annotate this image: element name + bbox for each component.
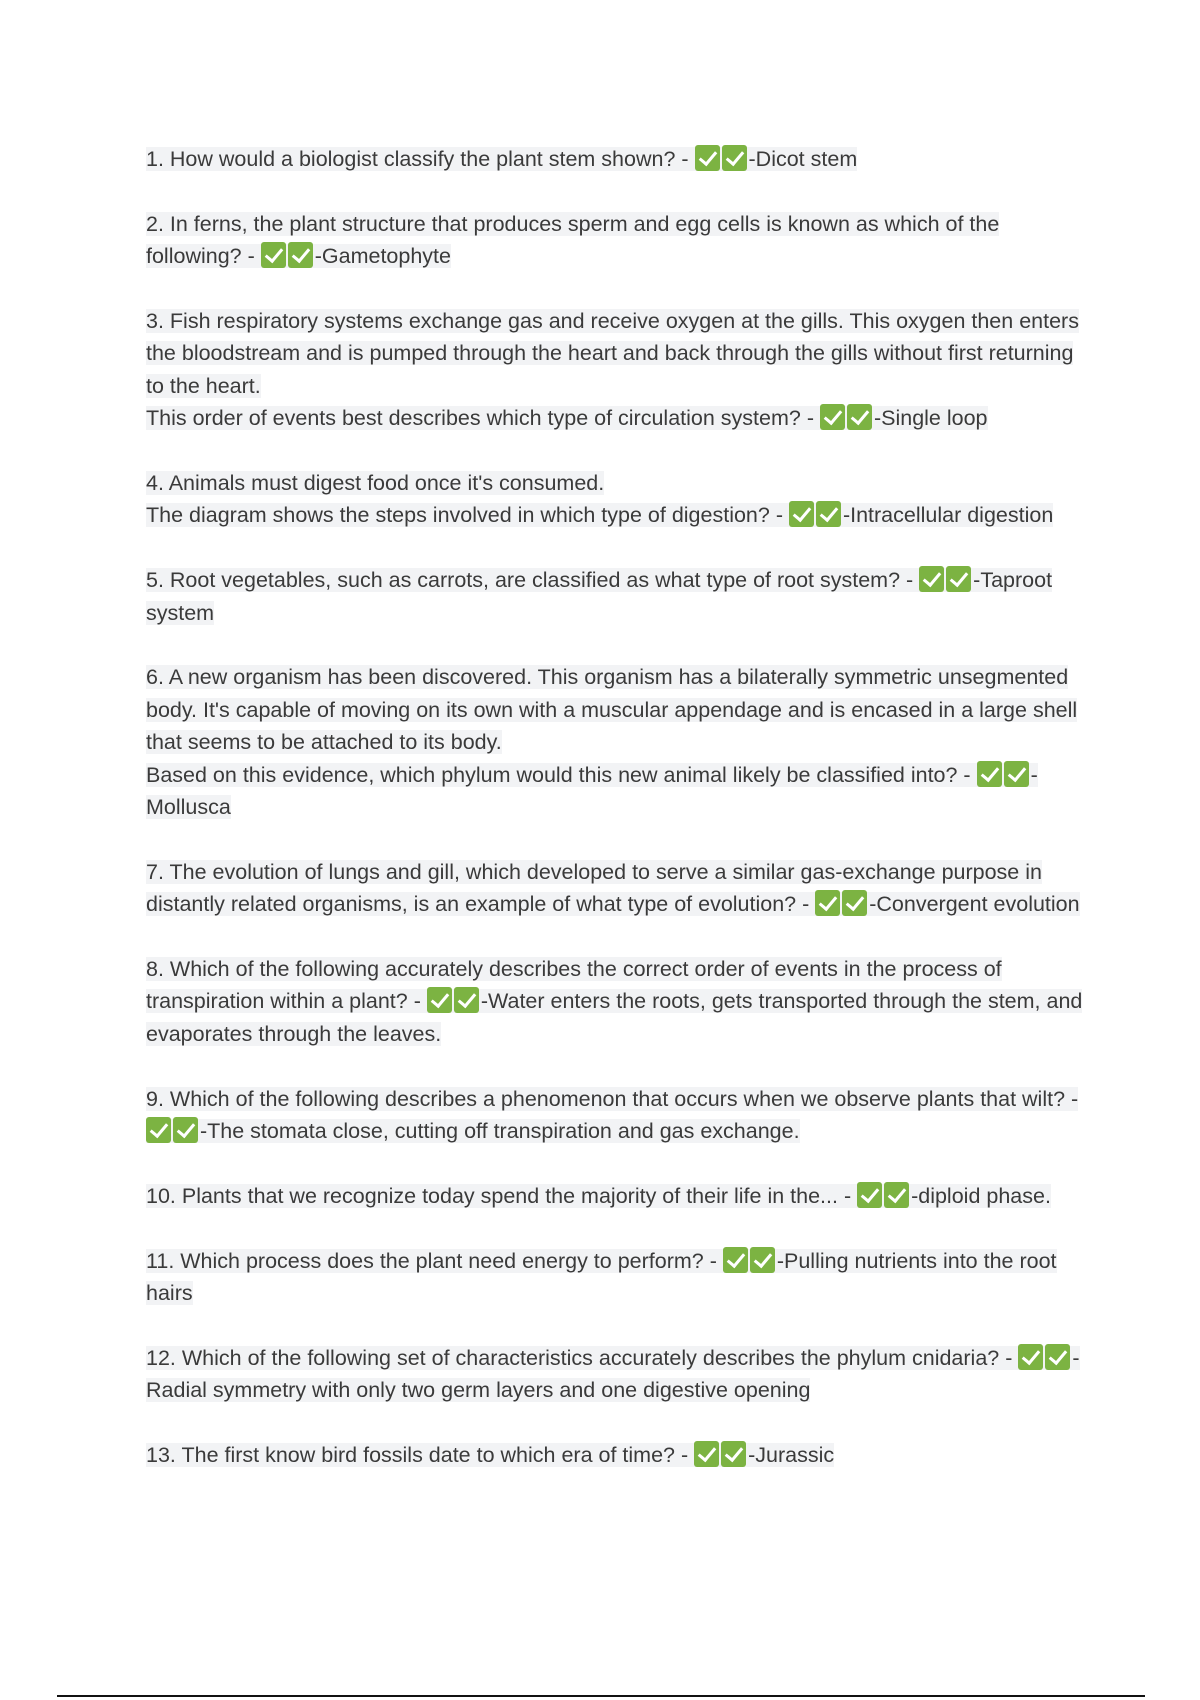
question-text: 2. In ferns, the plant structure that produces sperm and egg cells is known as which of the following? - <box>146 211 1000 269</box>
question-text: 13. The first know bird fossils date to which era of time? - <box>146 1443 695 1468</box>
question-text: 7. The evolution of lungs and gill, which developed to serve a similar gas-exchange purpose in distantly related organisms, is an example of what type of evolution? - <box>146 859 1042 917</box>
question-item <box>146 1245 1096 1310</box>
question-item <box>146 1180 1096 1212</box>
check-mark-icon <box>173 1117 198 1143</box>
answer-text: -Mollusca <box>146 762 1038 820</box>
question-item <box>146 1083 1096 1148</box>
question-item <box>146 661 1096 823</box>
check-mark-icon <box>722 145 747 171</box>
check-mark-icon <box>857 1182 882 1208</box>
highlighted-text <box>146 957 1082 1046</box>
highlighted-text <box>146 1443 834 1467</box>
highlighted-text <box>146 665 1077 819</box>
check-mark-icon <box>454 987 479 1013</box>
highlighted-text <box>146 568 1052 624</box>
check-mark-icon <box>815 890 840 916</box>
question-item <box>146 953 1096 1050</box>
check-mark-icon <box>750 1247 775 1273</box>
check-mark-icon <box>1004 761 1029 787</box>
highlighted-text <box>146 471 1053 527</box>
answer-text: -Gametophyte <box>314 244 451 269</box>
question-item <box>146 208 1096 273</box>
question-text: 9. Which of the following describes a phenomenon that occurs when we observe plants that wilt? - <box>146 1086 1079 1111</box>
check-mark-icon <box>694 1441 719 1467</box>
answer-text: -diploid phase. <box>911 1183 1051 1208</box>
highlighted-text <box>146 147 857 171</box>
question-item <box>146 564 1096 629</box>
highlighted-text <box>146 860 1080 916</box>
check-mark-icon <box>723 1247 748 1273</box>
check-mark-icon <box>721 1441 746 1467</box>
answer-text: -Dicot stem <box>748 147 858 171</box>
highlighted-text <box>146 1087 1078 1143</box>
answer-text: -Pulling nutrients into the root hairs <box>146 1248 1057 1306</box>
question-item <box>146 856 1096 921</box>
question-text: 4. Animals must digest food once it's consumed. The diagram shows the steps involved in which type of digestion? - <box>146 471 783 528</box>
answer-text: -Taproot system <box>146 568 1053 625</box>
check-mark-icon <box>816 501 841 527</box>
check-mark-icon <box>146 1117 171 1143</box>
check-mark-icon <box>884 1182 909 1208</box>
check-mark-icon <box>847 404 872 430</box>
question-item <box>146 1439 1096 1471</box>
question-item <box>146 143 1096 175</box>
question-item <box>146 305 1096 435</box>
check-mark-icon <box>427 987 452 1013</box>
check-mark-icon <box>820 404 845 430</box>
answer-text: -Intracellular digestion <box>842 503 1054 528</box>
question-text: 8. Which of the following accurately describes the correct order of events in the process of transpiration within a plant? - <box>146 957 1002 1014</box>
answer-text: -Radial symmetry with only two germ layers and one digestive opening <box>146 1345 1080 1403</box>
check-mark-icon <box>842 890 867 916</box>
answer-text: -The stomata close, cutting off transpiration and gas exchange. <box>200 1119 800 1144</box>
question-text: 6. A new organism has been discovered. This organism has a bilaterally symmetric unsegmented body. It's capable of moving on its own with a muscular appendage and is encased in a large shell that seems to be attached to its body. Based on this evidence, which phylum would this new animal likely be classified into? - <box>146 665 1078 787</box>
check-mark-icon <box>789 501 814 527</box>
question-item <box>146 1342 1096 1407</box>
check-mark-icon <box>261 242 286 268</box>
question-text: 3. Fish respiratory systems exchange gas and receive oxygen at the gills. This oxygen then enters the bloodstream and is pumped through the heart and back through the gills without first returning to the heart. This order of events best describes which type of circulation system? - <box>146 309 1079 431</box>
question-text: 5. Root vegetables, such as carrots, are classified as what type of root system? - <box>146 568 920 593</box>
highlighted-text <box>146 1346 1080 1402</box>
check-mark-icon <box>1045 1344 1070 1370</box>
check-mark-icon <box>288 242 313 268</box>
question-text: 11. Which process does the plant need energy to perform? - <box>146 1248 723 1273</box>
highlighted-text <box>146 212 999 268</box>
question-item <box>146 467 1096 532</box>
check-mark-icon <box>1018 1344 1043 1370</box>
highlighted-text <box>146 1249 1057 1305</box>
check-mark-icon <box>977 761 1002 787</box>
answer-text: -Convergent evolution <box>869 892 1080 917</box>
document-body <box>146 143 1096 1504</box>
answer-text: -Jurassic <box>748 1443 835 1468</box>
question-text: 1. How would a biologist classify the plant stem shown? - <box>146 147 695 171</box>
page-bottom-rule <box>57 1695 1145 1697</box>
question-text: 10. Plants that we recognize today spend the majority of their life in the... - <box>146 1183 858 1208</box>
check-mark-icon <box>946 566 971 592</box>
answer-text: -Single loop <box>873 406 988 431</box>
highlighted-text <box>146 1184 1051 1208</box>
check-mark-icon <box>695 145 720 171</box>
check-mark-icon <box>919 566 944 592</box>
highlighted-text <box>146 309 1079 430</box>
answer-text: -Water enters the roots, gets transported through the stem, and evaporates through the leaves. <box>146 989 1083 1046</box>
question-text: 12. Which of the following set of characteristics accurately describes the phylum cnidaria? - <box>146 1345 1019 1370</box>
